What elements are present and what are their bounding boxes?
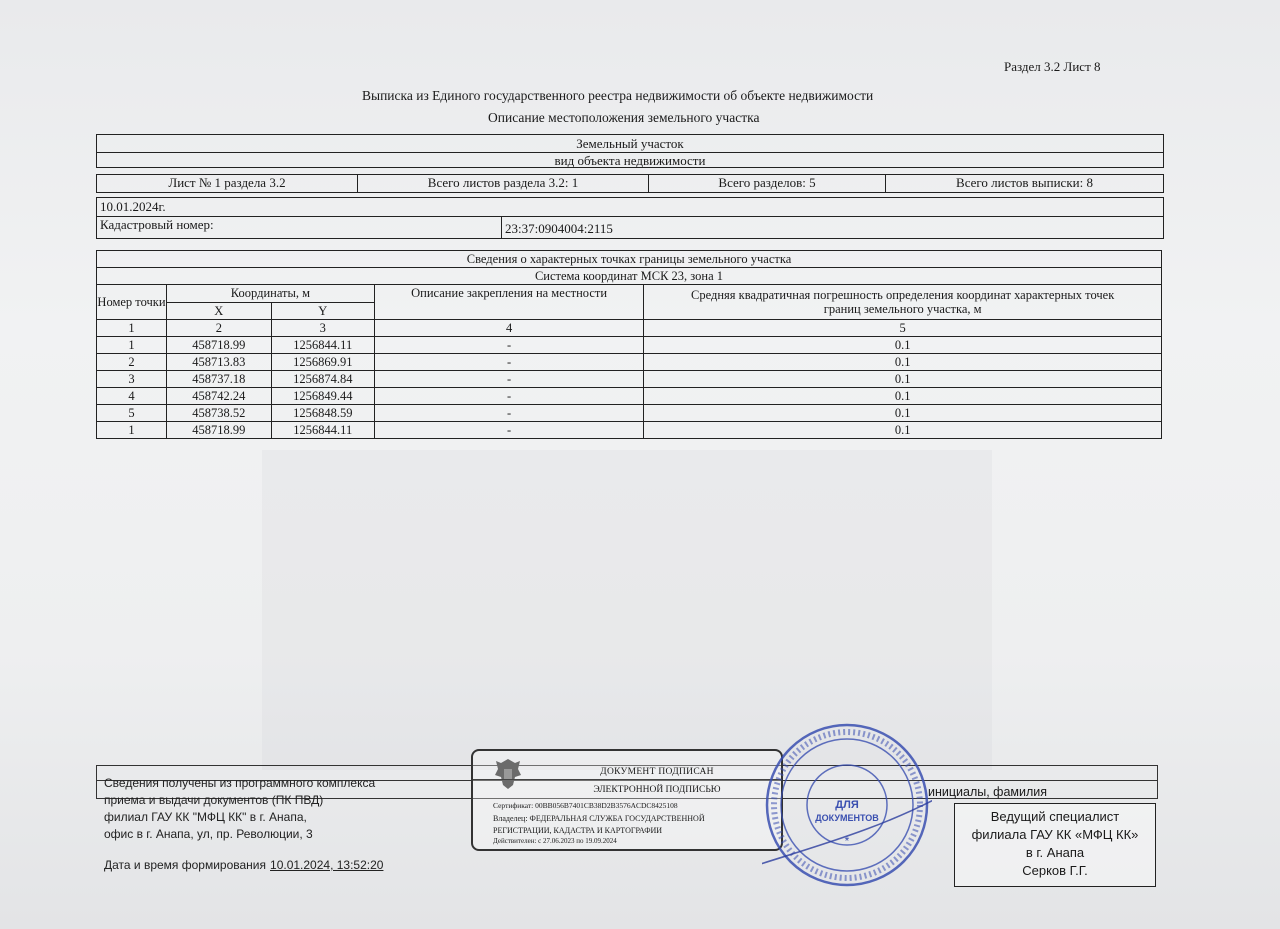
coord-y: 1256874.84 [271,371,374,388]
point-description: - [374,371,643,388]
table-row [97,388,1162,405]
point-description: - [374,388,643,405]
column-numbers-row [97,320,1162,337]
coord-x: 458737.18 [167,371,272,388]
signature-owner-2: РЕГИСТРАЦИИ, КАДАСТРА И КАРТОГРАФИИ [493,826,663,835]
header-x: X [167,303,272,320]
stamp-star-icon: * [844,834,850,848]
object-type-caption: вид объекта недвижимости [554,153,706,168]
specialist-position: Ведущий специалист [990,809,1120,824]
col-number-5: 5 [644,320,1162,337]
coord-x: 458742.24 [167,388,272,405]
certificate-number: Сертификат: 00BB056B7401CB38D2B3576ACDC8425108 [493,801,678,810]
point-number: 5 [97,405,167,422]
point-error: 0.1 [644,422,1162,439]
point-error: 0.1 [644,337,1162,354]
source-line-4: офис в г. Анапа, ул, пр. Революции, 3 [104,827,313,841]
specialist-city: в г. Анапа [1025,845,1085,860]
col-number-4: 4 [374,320,643,337]
formation-datetime-label: Дата и время формирования [104,858,267,872]
point-description: - [374,405,643,422]
object-type: Земельный участок [576,136,684,151]
stamp-text-1: ДЛЯ [835,799,859,811]
sections-total: Всего разделов: 5 [648,174,886,193]
section-sheet-label: Раздел 3.2 Лист 8 [1004,59,1101,74]
points-table-title: Сведения о характерных точках границы земельного участка [97,251,1162,268]
signature-line-1: ДОКУМЕНТ ПОДПИСАН [600,767,714,777]
coord-y: 1256869.91 [271,354,374,371]
coord-x: 458713.83 [167,354,272,371]
signature-validity: Действителен: с 27.06.2023 по 19.09.2024 [493,837,617,845]
specialist-name: Серков Г.Г. [1022,863,1088,878]
sheets-in-section: Всего листов раздела 3.2: 1 [357,174,649,193]
table-row [97,422,1162,439]
object-type-block [96,134,1164,168]
coordinate-system: Система координат МСК 23, зона 1 [97,268,1162,285]
source-line-1: Сведения получены из программного комплекса [104,776,376,790]
coord-x: 458738.52 [167,405,272,422]
formation-datetime-value: 10.01.2024, 13:52:20 [270,858,384,872]
table-row [97,405,1162,422]
header-y: Y [271,303,374,320]
date-cadastral-block [96,197,1164,239]
header-coordinates: Координаты, м [167,285,375,303]
cadastral-number: 23:37:0904004:2115 [505,221,613,236]
col-number-3: 3 [271,320,374,337]
point-error: 0.1 [644,388,1162,405]
point-number: 4 [97,388,167,405]
point-number: 1 [97,422,167,439]
point-number: 2 [97,354,167,371]
source-line-3: филиал ГАУ КК "МФЦ КК" в г. Анапа, [104,810,307,824]
document-subtitle: Описание местоположения земельного участка [488,110,760,125]
col-number-2: 2 [167,320,272,337]
formation-datetime [104,857,404,874]
extract-date: 10.01.2024г. [100,199,166,214]
table-row [97,354,1162,371]
table-row [97,337,1162,354]
source-info [104,775,404,875]
coord-y: 1256844.11 [271,337,374,354]
round-stamp [762,720,932,890]
coord-x: 458718.99 [167,337,272,354]
point-description: - [374,337,643,354]
signature-owner-1: Владелец: ФЕДЕРАЛЬНАЯ СЛУЖБА ГОСУДАРСТВЕННОЙ [493,814,705,823]
sheet-number: Лист № 1 раздела 3.2 [96,174,358,193]
specialist-branch: филиала ГАУ КК «МФЦ КК» [971,827,1139,842]
source-line-2: приема и выдачи документов (ПК ПВД) [104,793,324,807]
specialist-box [954,803,1156,887]
table-row [97,371,1162,388]
initials-label: инициалы, фамилия [928,785,1048,799]
header-description: Описание закрепления на местности [374,285,643,320]
header-error: Средняя квадратичная погрешность определения координат характерных точек границ земельного участка, м [644,285,1162,320]
col-number-1: 1 [97,320,167,337]
coord-x: 458718.99 [167,422,272,439]
points-table [96,250,1162,439]
point-error: 0.1 [644,405,1162,422]
sheets-total: Всего листов выписки: 8 [885,174,1164,193]
point-error: 0.1 [644,354,1162,371]
signature-line-2: ЭЛЕКТРОННОЙ ПОДПИСЬЮ [593,785,721,795]
cadastral-label: Кадастровый номер: [100,217,214,232]
point-description: - [374,354,643,371]
point-error: 0.1 [644,371,1162,388]
document-title: Выписка из Единого государственного реестра недвижимости об объекте недвижимости [362,88,874,103]
point-number: 1 [97,337,167,354]
stamp-text-2: ДОКУМЕНТОВ [815,813,879,823]
coord-y: 1256848.59 [271,405,374,422]
header-point-number: Номер точки [97,285,167,320]
electronic-signature-box [471,749,783,851]
coord-y: 1256844.11 [271,422,374,439]
point-number: 3 [97,371,167,388]
point-description: - [374,422,643,439]
coord-y: 1256849.44 [271,388,374,405]
